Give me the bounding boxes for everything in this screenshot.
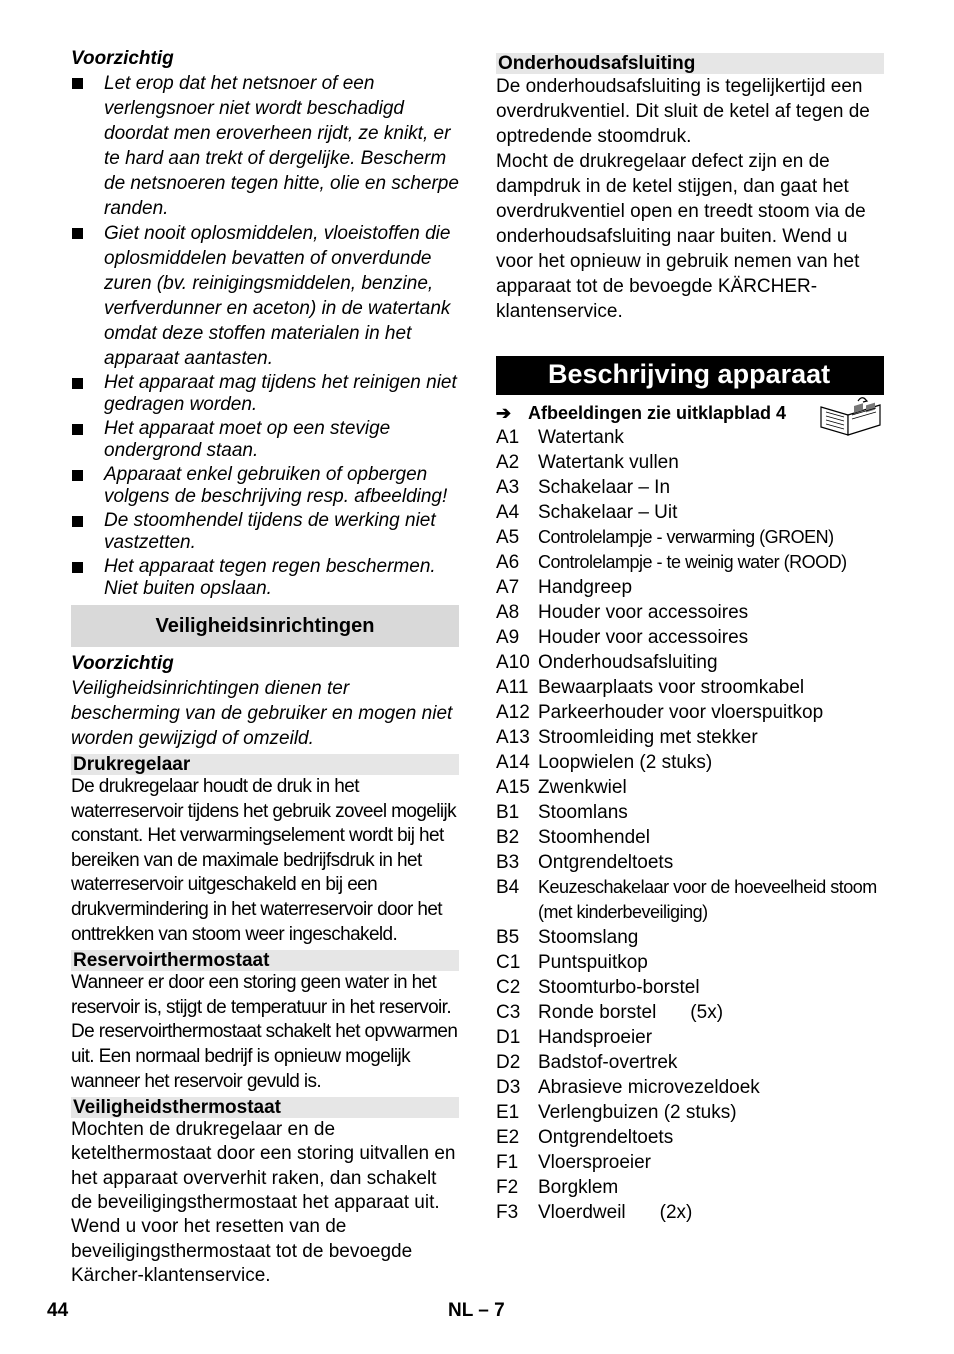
part-code: A11 — [496, 677, 529, 698]
part-code: B4 — [496, 877, 520, 898]
part-label: Badstof-overtrek — [538, 1052, 678, 1073]
part-code: A7 — [496, 577, 520, 598]
table-row — [496, 750, 884, 775]
part-label: Ronde borstel — [538, 1002, 657, 1023]
part-label: Parkeerhouder voor vloerspuitkop — [538, 702, 824, 723]
square-bullet-icon — [72, 562, 83, 573]
part-code: C2 — [496, 977, 521, 998]
part-label-cell — [538, 675, 884, 700]
square-bullet-icon — [72, 378, 83, 389]
part-code: D1 — [496, 1027, 521, 1048]
part-label-cell — [538, 975, 884, 1000]
part-code: E2 — [496, 1127, 520, 1148]
list-item: Giet nooit oplosmiddelen, vloeistoffen die oplosmiddelen bevatten of onverdunde zuren (bv. reinigingsmiddelen, benzine, verfverdunner en aceton) in de watertank omdat deze stoffen materialen in het apparaat aantasten. — [71, 221, 459, 371]
part-label-cell — [538, 525, 884, 550]
part-code: C3 — [496, 1002, 521, 1023]
part-label-cell — [538, 725, 884, 750]
table-row — [496, 475, 884, 500]
table-row — [496, 975, 884, 1000]
square-bullet-icon — [72, 424, 83, 435]
part-label: Zwenkwiel — [538, 777, 627, 798]
part-label: Schakelaar – Uit — [538, 502, 678, 523]
table-row — [496, 1050, 884, 1075]
part-quantity: (5x) — [690, 1002, 724, 1023]
part-code: D2 — [496, 1052, 521, 1073]
table-row — [496, 775, 884, 800]
part-code: A9 — [496, 627, 520, 648]
part-label: Vloerdweil — [538, 1202, 626, 1223]
part-code: A10 — [496, 652, 530, 673]
part-label: Houder voor accessoires — [538, 602, 749, 623]
part-code: F1 — [496, 1152, 519, 1173]
part-label: Ontgrendeltoets — [538, 852, 674, 873]
part-label: Vloersproeier — [538, 1152, 651, 1173]
part-code: B5 — [496, 927, 520, 948]
part-code: A8 — [496, 602, 520, 623]
part-code: A15 — [496, 777, 530, 798]
part-label-cell — [538, 600, 884, 625]
part-label: Verlengbuizen (2 stuks) — [538, 1102, 737, 1123]
open-book-icon — [818, 395, 884, 437]
table-row — [496, 1000, 884, 1025]
subheading-reservoir-thermostat: Reservoirthermostaat — [71, 950, 459, 971]
part-label: Houder voor accessoires — [538, 627, 749, 648]
table-row — [496, 1200, 884, 1225]
list-item: Het apparaat mag tijdens het reinigen niet gedragen worden. — [71, 371, 459, 417]
caution-bullet-list — [71, 71, 459, 601]
part-label: Stoomslang — [538, 927, 639, 948]
part-label: Bewaarplaats voor stroomkabel — [538, 677, 805, 698]
table-row — [496, 1125, 884, 1150]
table-row — [496, 575, 884, 600]
part-label-cell — [538, 825, 884, 850]
table-row — [496, 550, 884, 575]
part-code: D3 — [496, 1077, 521, 1098]
part-label-cell — [538, 1100, 884, 1125]
part-code: A6 — [496, 552, 520, 573]
part-label-cell — [538, 1175, 884, 1200]
part-label: Puntspuitkop — [538, 952, 648, 973]
table-row — [496, 725, 884, 750]
part-code: B2 — [496, 827, 520, 848]
paragraph-safety-thermostat: Mochten de drukregelaar en de ketelthermostaat door een storing uitvallen en het apparaat oververhit raken, dan schakelt de beveiligingsthermostaat het apparaat uit. Wend u voor het resetten van de beveiligingsthermostaat tot de bevoegde Kärcher-klantenservice. — [71, 1119, 456, 1286]
table-row — [496, 825, 884, 850]
paragraph-maintenance-2: Mocht de drukregelaar defect zijn en de dampdruk in de ketel stijgen, dan gaat het overdrukventiel open en treedt stoom via de onderhoudsafsluiting naar buiten. Wend u voor het opnieuw in gebruik nemen van het apparaat tot de bevoegde KÄRCHER-klantenservice. — [496, 151, 866, 322]
table-row — [496, 525, 884, 550]
part-label-cell — [538, 450, 884, 475]
parts-list — [496, 425, 884, 1225]
part-label-cell — [538, 575, 884, 600]
table-row — [496, 1100, 884, 1125]
part-code: A3 — [496, 477, 520, 498]
part-code: C1 — [496, 952, 521, 973]
part-code: B3 — [496, 852, 520, 873]
caution-heading: Voorzichtig — [71, 653, 174, 674]
part-label: Onderhoudsafsluiting — [538, 652, 718, 673]
part-label: Watertank — [538, 427, 624, 448]
part-quantity: (2x) — [659, 1202, 693, 1223]
part-code: E1 — [496, 1102, 520, 1123]
paragraph-pressure-regulator: De drukregelaar houdt de druk in het waterreservoir tijdens het gebruik zoveel mogelijk constant. Het verwarmingselement wordt bij het bereiken van de maximale bedrijfsdruk in het waterreservoir uitgeschakeld en bij een drukvermindering in het waterreservoir door het onttrekken van stoom weer ingeschakeld. — [71, 776, 457, 945]
part-label-cell — [538, 550, 884, 575]
list-item: Het apparaat tegen regen beschermen. Niet buiten opslaan. — [71, 555, 459, 601]
list-item: Het apparaat moet op een stevige ondergrond staan. — [71, 417, 459, 463]
part-label-cell — [538, 625, 884, 650]
part-label: Schakelaar – In — [538, 477, 671, 498]
table-row — [496, 500, 884, 525]
part-code: A1 — [496, 427, 520, 448]
part-label-cell — [538, 1150, 884, 1175]
part-label-cell — [538, 475, 884, 500]
caution-text: Veiligheidsinrichtingen dienen ter bescherming van de gebruiker en mogen niet worden gewijzigd of omzeild. — [71, 678, 453, 749]
table-row — [496, 625, 884, 650]
table-row — [496, 950, 884, 975]
part-label-cell — [538, 500, 884, 525]
part-label: Loopwielen (2 stuks) — [538, 752, 713, 773]
part-code: A12 — [496, 702, 530, 723]
part-label-cell — [538, 875, 884, 925]
table-row — [496, 675, 884, 700]
figure-reference-text: Afbeeldingen zie uitklapblad 4 — [528, 403, 787, 423]
part-label: Stoomlans — [538, 802, 628, 823]
subheading-maintenance-closure: Onderhoudsafsluiting — [496, 53, 884, 74]
subheading-safety-thermostat: Veiligheidsthermostaat — [71, 1097, 459, 1118]
part-label: Controlelampje - te weinig water (ROOD) — [538, 552, 847, 572]
part-label-cell — [538, 1075, 884, 1100]
part-label-cell — [538, 850, 884, 875]
part-label: Handsproeier — [538, 1027, 653, 1048]
part-label: Watertank vullen — [538, 452, 679, 473]
subheading-pressure-regulator: Drukregelaar — [71, 754, 459, 775]
list-item: Let erop dat het netsnoer of een verlengsnoer niet wordt beschadigd doordat men eroverheen rijdt, ze knikt, er te hard aan trekt of dergelijke. Bescherm de netsnoeren tegen hitte, olie en scherpe randen. — [71, 71, 459, 221]
left-column — [71, 46, 459, 1288]
part-code: B1 — [496, 802, 520, 823]
square-bullet-icon — [72, 516, 83, 527]
right-column — [496, 49, 884, 1225]
table-row — [496, 925, 884, 950]
table-row — [496, 650, 884, 675]
part-label: Stoomhendel — [538, 827, 650, 848]
part-label: Abrasieve microvezeldoek — [538, 1077, 760, 1098]
section-heading-safety: Veiligheidsinrichtingen — [71, 605, 459, 647]
table-row — [496, 450, 884, 475]
part-label: Controlelampje - verwarming (GROEN) — [538, 527, 834, 547]
table-row — [496, 850, 884, 875]
part-label-cell — [538, 1125, 884, 1150]
part-label: Handgreep — [538, 577, 633, 598]
part-label-cell — [538, 1050, 884, 1075]
part-label-cell — [538, 775, 884, 800]
part-label-cell — [538, 800, 884, 825]
part-label-cell — [538, 1025, 884, 1050]
part-code: A4 — [496, 502, 520, 523]
part-label-cell — [538, 1200, 884, 1225]
table-row — [496, 600, 884, 625]
part-label-cell — [538, 950, 884, 975]
list-item: De stoomhendel tijdens de werking niet vastzetten. — [71, 509, 459, 555]
part-code: A13 — [496, 727, 530, 748]
figure-reference — [496, 401, 884, 426]
part-label: Ontgrendeltoets — [538, 1127, 674, 1148]
page-label: NL – 7 — [448, 1300, 505, 1321]
paragraph-maintenance-1: De onderhoudsafsluiting is tegelijkertijd een overdrukventiel. Dit sluit de ketel af tegen de optredende stoomdruk. — [496, 76, 870, 147]
table-row — [496, 700, 884, 725]
part-label-cell — [538, 925, 884, 950]
table-row — [496, 1150, 884, 1175]
part-label-cell — [538, 650, 884, 675]
part-label-cell — [538, 700, 884, 725]
table-row — [496, 1025, 884, 1050]
table-row — [496, 1075, 884, 1100]
square-bullet-icon — [72, 470, 83, 481]
part-code: F3 — [496, 1202, 519, 1223]
list-item: Apparaat enkel gebruiken of opbergen volgens de beschrijving resp. afbeelding! — [71, 463, 459, 509]
square-bullet-icon — [72, 78, 83, 89]
square-bullet-icon — [72, 228, 83, 239]
part-code: A5 — [496, 527, 520, 548]
table-row — [496, 800, 884, 825]
paragraph-reservoir-thermostat: Wanneer er door een storing geen water in het reservoir is, stijgt de temperatuur in het reservoir. De reservoirthermostaat schakelt het opvwarmen uit. Een normaal bedrijf is opnieuw mogelijk wanneer het reservoir gevuld is. — [71, 972, 458, 1092]
part-code: F2 — [496, 1177, 519, 1198]
part-code: A14 — [496, 752, 530, 773]
part-label: Stroomleiding met stekker — [538, 727, 758, 748]
part-code: A2 — [496, 452, 520, 473]
arrow-right-icon: ➔ — [496, 403, 512, 423]
part-label: Borgklem — [538, 1177, 619, 1198]
caution-heading: Voorzichtig — [71, 48, 174, 69]
table-row — [496, 1175, 884, 1200]
part-label-cell — [538, 750, 884, 775]
part-label-cell — [538, 1000, 884, 1025]
table-row — [496, 875, 884, 925]
part-label: Keuzeschakelaar voor de hoeveelheid stoom (met kinderbeveiliging) — [538, 877, 877, 922]
section-title-device-description: Beschrijving apparaat — [496, 356, 884, 395]
part-label: Stoomturbo-borstel — [538, 977, 700, 998]
page-number: 44 — [47, 1300, 69, 1321]
